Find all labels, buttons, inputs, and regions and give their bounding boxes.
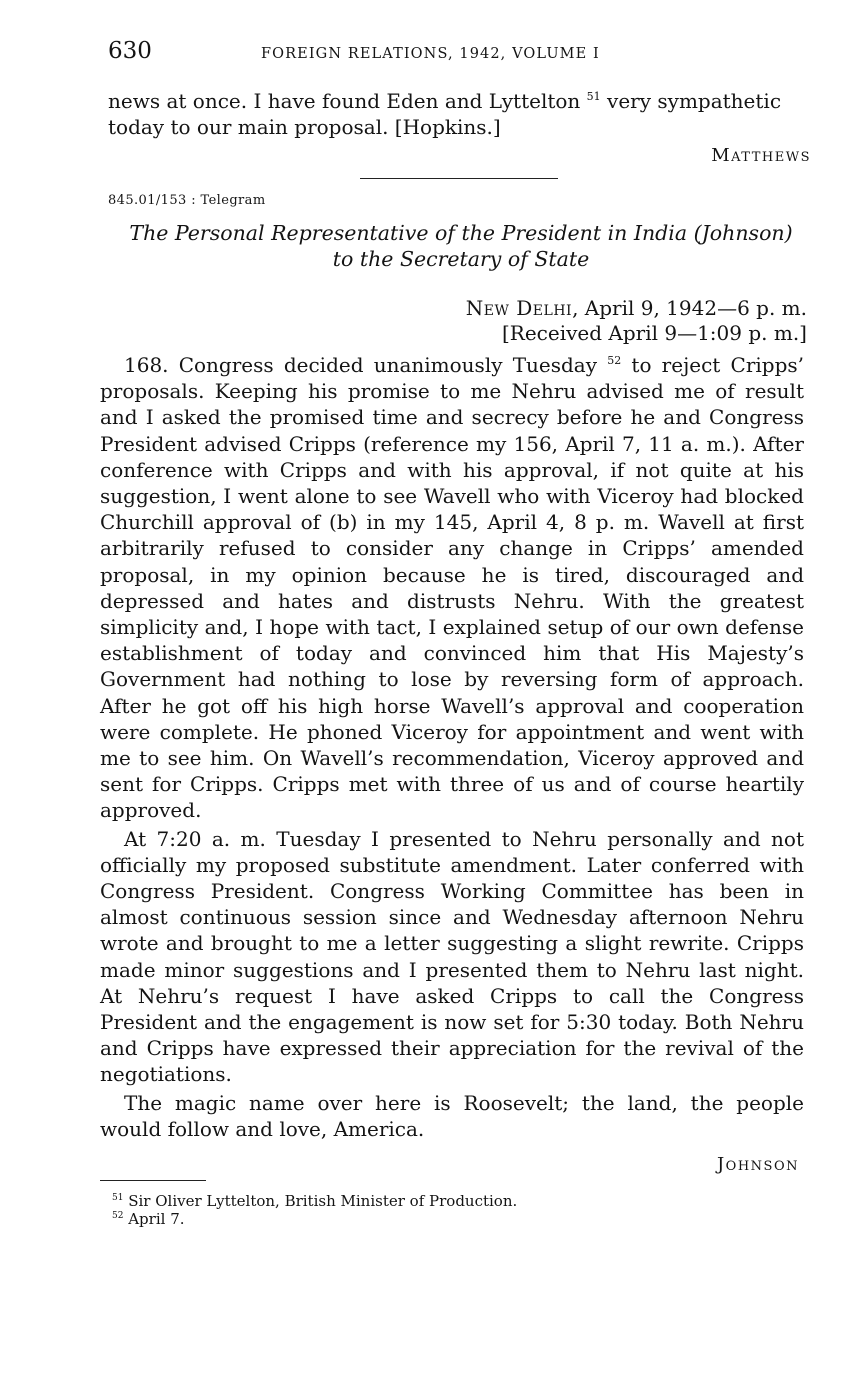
file-number: 845.01/153 : Telegram [108,193,266,208]
text-line: today to our main proposal. [Hopkins.] [108,115,501,140]
heading-line: The Personal Representative of the President in India (Johnson) [129,221,793,245]
footnote-rule [100,1180,206,1181]
signature-johnson: Johnson [716,1154,799,1175]
footnote-ref: 52 [607,354,622,367]
dateline [466,296,807,346]
paragraph: At 7:20 a. m. Tuesday I presented to Nehru personally and not officially my proposed substitute amendment. Later conferred with Congress President. Congress Working Committee has been in almost continuous session since and Wednesday afternoon Nehru wrote and brought to me a letter suggesting a slight rewrite. Cripps made minor suggestions and I presented them to Nehru last night. At Nehru’s request I have asked Cripps to call the Congress President and the engagement is now set for 5:30 today. Both Nehru and Cripps have expressed their appreciation for the revival of the negotiations. [100,826,804,1087]
running-head [108,38,814,66]
heading-line: to the Secretary of State [332,247,590,271]
telegram-body [100,352,804,1142]
section-divider [360,178,558,179]
footnote: $^{52}$ April 7. [112,1210,185,1228]
footnote: $^{51}$ Sir Oliver Lyttelton, British Minister of Production. [112,1192,518,1210]
page-number: 630 [108,38,152,64]
footnote-ref: 51 [586,90,601,103]
footnotes [112,1192,517,1228]
running-title: FOREIGN RELATIONS, 1942, VOLUME I [261,46,600,62]
text-line: news at once. I have found Eden and Lyttelton $^{51}$ very sympathetic [108,89,782,113]
paragraph: 168. Congress decided unanimously Tuesday $^{52}$ to reject Cripps’ proposals. Keeping his promise to me Nehru advised me of result and I asked the promised time and secrecy before he and Congress President advised Cripps (reference my 156, April 7, 11 a. m.). After conference with Cripps and with his approval, if not quite at his suggestion, I went alone to see Wavell who with Viceroy had blocked Churchill approval of (b) in my 145, April 4, 8 p. m. Wavell at first arbitrarily refused to consider any change in Cripps’ amended proposal, in my opinion because he is tired, discouraged and depressed and hates and distrusts Nehru. With the greatest simplicity and, I hope with tact, I explained setup of our own defense establishment of today and convinced him that His Majesty’s Government had nothing to lose by reversing form of approach. After he got off his high horse Wavell’s approval and cooperation were complete. He phoned Viceroy for appointment and went with me to see him. On Wavell’s recommendation, Viceroy approved and sent for Cripps. Cripps met with three of us and of course heartily approved. [100,353,805,823]
signature-matthews: Matthews [711,145,811,166]
paragraph: The magic name over here is Roosevelt; the land, the people would follow and love, America. [100,1090,804,1141]
dateline-place: New Delhi [465,296,573,320]
previous-document-ending [108,88,814,140]
dateline-date: , April 9, 1942—6 p. m. [572,296,807,320]
document-heading [108,220,814,272]
received-line: [Received April 9—1:09 p. m.] [501,321,807,345]
